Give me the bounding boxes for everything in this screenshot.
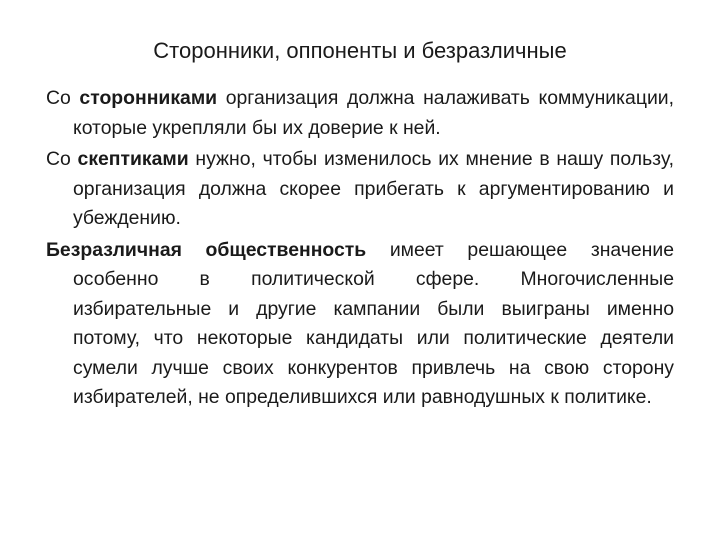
paragraph-text: имеет решающее значение особенно в политической сфере. Многочисленные избирательные и другие кампании были выиграны именно потому, что некоторые кандидаты или политические деятели сумели лучше своих конкурентов привлечь на свою сторону избирателей, не определившихся или равнодушных к политике.	[73, 238, 674, 408]
paragraph-supporters	[46, 84, 674, 143]
paragraph-indifferent	[46, 236, 674, 413]
slide-body	[46, 84, 674, 415]
term-skeptics: скептиками	[77, 148, 189, 170]
paragraph-lead: Со	[46, 87, 80, 109]
slide-title: Сторонники, оппоненты и безразличные	[153, 38, 567, 63]
paragraph-lead: Со	[46, 148, 78, 170]
term-supporters: сторонниками	[79, 87, 218, 109]
term-indifferent-public: Безразличная общественность	[46, 238, 367, 261]
paragraph-skeptics	[46, 145, 674, 234]
paragraph-text: организация должна налаживать коммуникации, которые укрепляли бы их доверие к ней.	[73, 87, 674, 139]
paragraph-text: нужно, чтобы изменилось их мнение в нашу пользу, организация должна скорее прибегать к аргументированию и убеждению.	[73, 148, 674, 229]
